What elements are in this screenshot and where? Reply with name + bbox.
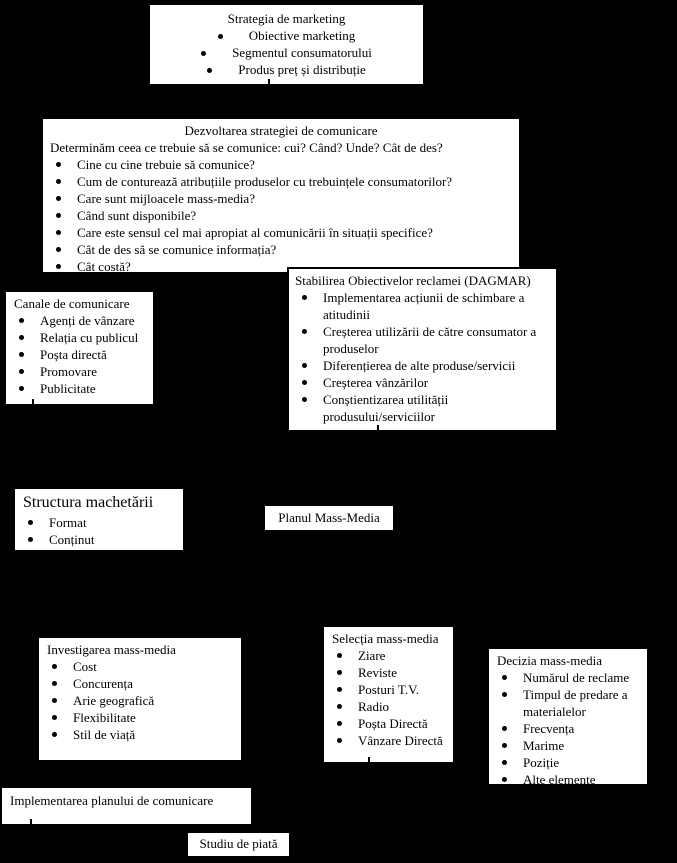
node-structura-machetarii (13, 487, 185, 552)
bullet-item: Poziție (489, 754, 647, 771)
node-selectia-mass-media (322, 625, 455, 764)
bullet-item: Relația cu publicul (6, 329, 153, 346)
bullet-item: Flexibilitate (39, 709, 241, 726)
node-planul-mass-media (263, 504, 395, 532)
bullet-item: Reviste (324, 664, 453, 681)
bullet-item: Segmentul consumatorului (150, 44, 423, 61)
connector-tick (377, 425, 379, 432)
node-dezvoltarea-strategiei (41, 117, 521, 274)
bullet-item: Timpul de predare a materialelor (489, 686, 647, 720)
node-title: Dezvoltarea strategiei de comunicare (184, 123, 378, 138)
bullet-item: Conținut (15, 531, 183, 548)
connector-tick (32, 399, 34, 406)
bullet-item: Promovare (6, 363, 153, 380)
bullet-item: Cât costă? (43, 258, 519, 275)
bullet-list (6, 312, 153, 397)
bullet-list (289, 289, 556, 425)
bullet-item: Alte elemente (489, 771, 647, 788)
node-title: Selecția mass-media (332, 631, 439, 646)
bullet-item: Produs preț și distribuție (150, 61, 423, 78)
bullet-item: Numărul de reclame (489, 669, 647, 686)
bullet-list (43, 156, 519, 275)
node-title: Decizia mass-media (497, 653, 603, 668)
bullet-item: Format (15, 514, 183, 531)
node-studiu-de-piata (186, 831, 291, 858)
node-title: Stabilirea Obiectivelor reclamei (DAGMAR) (295, 273, 531, 288)
node-decizia-mass-media (487, 647, 649, 786)
node-title: Planul Mass-Media (278, 510, 380, 525)
bullet-list (489, 669, 647, 788)
bullet-item: Cum de conturează atribuțiile produselor cu trebuințele consumatorilor? (43, 173, 519, 190)
bullet-item: Concurența (39, 675, 241, 692)
node-investigarea-mass-media (37, 636, 243, 762)
bullet-item: Posturi T.V. (324, 681, 453, 698)
bullet-item: Conștientizarea utilității produsului/serviciilor (289, 391, 556, 425)
bullet-item: Arie geografică (39, 692, 241, 709)
node-strategia-marketing (148, 3, 425, 86)
bullet-item: Poșta directă (6, 346, 153, 363)
node-title: Investigarea mass-media (47, 642, 176, 657)
bullet-item: Marime (489, 737, 647, 754)
bullet-item: Cât de des să se comunice informația? (43, 241, 519, 258)
bullet-item: Agenți de vânzare (6, 312, 153, 329)
node-title: Canale de comunicare (14, 296, 130, 311)
bullet-item: Implementarea acțiunii de schimbare a atitudinii (289, 289, 556, 323)
bullet-item: Diferențierea de alte produse/servicii (289, 357, 556, 374)
bullet-list (150, 27, 423, 78)
node-title: Implementarea planului de comunicare (10, 793, 214, 808)
bullet-list (15, 514, 183, 548)
bullet-item: Frecvența (489, 720, 647, 737)
bullet-item: Cine cu cine trebuie să comunice? (43, 156, 519, 173)
node-implementarea-planului (0, 786, 253, 826)
bullet-item: Stil de viață (39, 726, 241, 743)
bullet-item: Obiective marketing (150, 27, 423, 44)
bullet-item: Creșterea utilizării de către consumator a produselor (289, 323, 556, 357)
bullet-item: Care sunt mijloacele mass-media? (43, 190, 519, 207)
bullet-item: Creșterea vânzărilor (289, 374, 556, 391)
bullet-item: Cost (39, 658, 241, 675)
bullet-list (324, 647, 453, 749)
connector-tick (368, 757, 370, 764)
connector-tick (30, 819, 32, 826)
connector-tick (268, 79, 270, 86)
bullet-item: Când sunt disponibile? (43, 207, 519, 224)
node-intro-text: Determinăm ceea ce trebuie să se comunice: cui? Când? Unde? Cât de des? (50, 140, 443, 155)
bullet-list (39, 658, 241, 743)
bullet-item: Poșta Directă (324, 715, 453, 732)
node-canale-comunicare (4, 290, 155, 406)
bullet-item: Ziare (324, 647, 453, 664)
node-title: Structura machetării (23, 494, 154, 511)
node-title: Studiu de piată (199, 836, 278, 851)
node-title: Strategia de marketing (227, 11, 346, 26)
bullet-item: Care este sensul cel mai apropiat al comunicării în situații specifice? (43, 224, 519, 241)
bullet-item: Vânzare Directă (324, 732, 453, 749)
node-stabilirea-obiectivelor (287, 267, 558, 432)
bullet-item: Radio (324, 698, 453, 715)
bullet-item: Publicitate (6, 380, 153, 397)
